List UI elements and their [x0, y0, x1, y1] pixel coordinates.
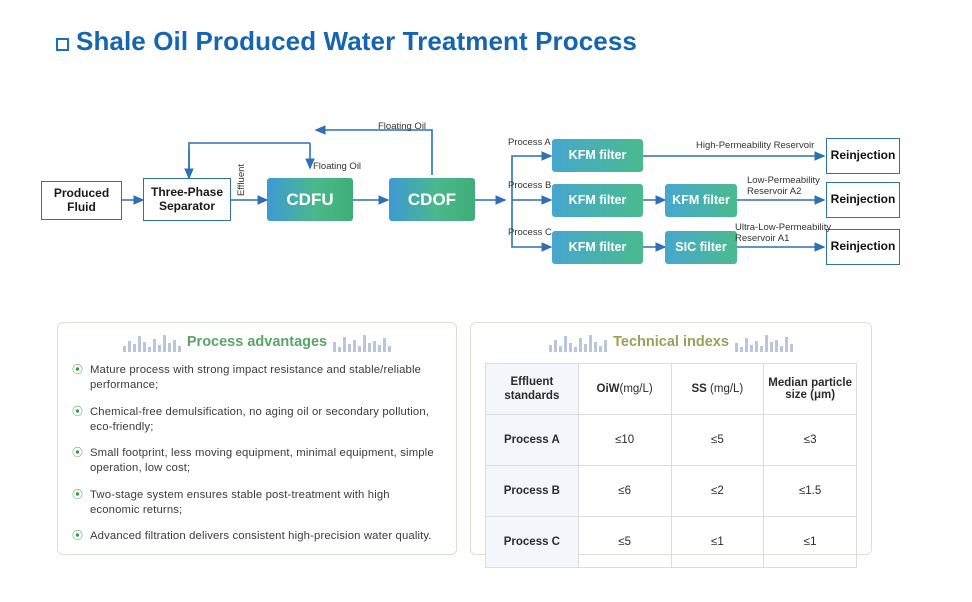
label-process-b: Process B: [508, 180, 552, 191]
bar-decoration-right-icon: [333, 332, 391, 352]
reservoir-c-line1: Ultra-Low-Permeability: [735, 222, 832, 233]
technical-indexs-title: Technical indexs: [613, 334, 729, 350]
label-reservoir-c: [735, 223, 831, 245]
list-item: [72, 529, 442, 544]
node-three-phase-separator[interactable]: [143, 178, 231, 221]
bar-decoration-right-icon: [735, 332, 793, 352]
column-header-median-particle-size: [764, 364, 857, 415]
label-floating-oil-mid: Floating Oil: [313, 161, 362, 172]
table-header-row: [486, 364, 857, 415]
label-reservoir-a: High-Permeability Reservoir: [696, 140, 815, 151]
cell-median: ≤1.5: [764, 466, 857, 517]
node-kfm-filter-b2[interactable]: KFM filter: [665, 184, 737, 217]
cell-oiw: ≤6: [578, 466, 671, 517]
node-separator-label: [151, 186, 223, 214]
ss-main: SS: [691, 383, 707, 395]
reservoir-c-line2: Reservoir A1: [735, 232, 790, 244]
median-size-line2: size (μm): [785, 389, 836, 401]
list-item: [72, 446, 442, 477]
technical-indexs-table: [485, 363, 857, 568]
node-cdfu[interactable]: CDFU: [267, 178, 353, 221]
table-row: [486, 466, 857, 517]
advantage-text: Mature process with strong impact resistance and stable/reliable performance;: [90, 364, 422, 392]
list-item: [72, 488, 442, 519]
oiw-unit: (mg/L): [619, 383, 653, 395]
node-kfm-filter-c1[interactable]: KFM filter: [552, 231, 643, 264]
effluent-standards-line1: Effluent: [510, 375, 554, 388]
table-row: [486, 517, 857, 568]
bar-decoration-left-icon: [549, 332, 607, 352]
produced-fluid-line1: Produced: [53, 185, 110, 200]
label-process-c: Process C: [508, 227, 552, 238]
label-process-a: Process A: [508, 137, 551, 148]
label-effluent: Effluent: [236, 163, 247, 196]
list-item: [72, 363, 442, 394]
node-reinjection-c[interactable]: Reinjection: [826, 229, 900, 265]
row-name: Process A: [486, 415, 579, 466]
leaf-bullet-icon: ⦿: [72, 447, 83, 459]
process-flow-diagram: [0, 100, 972, 290]
table-row: [486, 415, 857, 466]
leaf-bullet-icon: ⦿: [72, 530, 83, 542]
label-reservoir-b: [747, 176, 820, 198]
row-name: Process C: [486, 517, 579, 568]
leaf-bullet-icon: ⦿: [72, 364, 83, 376]
column-header-oiw: [578, 364, 671, 415]
cell-ss: ≤1: [671, 517, 764, 568]
node-cdof[interactable]: CDOF: [389, 178, 475, 221]
cell-oiw: ≤5: [578, 517, 671, 568]
advantage-text: Two-stage system ensures stable post-treatment with high economic returns;: [90, 488, 390, 516]
advantage-text: Chemical-free demulsification, no aging oil or secondary pollution, eco-friendly;: [90, 405, 430, 433]
advantage-text: Small footprint, less moving equipment, minimal equipment, simple operation, low cost;: [90, 447, 434, 475]
advantage-text: Advanced filtration delivers consistent high-precision water quality.: [90, 530, 432, 542]
page-title-text: Shale Oil Produced Water Treatment Process: [76, 26, 637, 56]
node-kfm-filter-a[interactable]: KFM filter: [552, 139, 643, 172]
cell-oiw: ≤10: [578, 415, 671, 466]
list-item: [72, 405, 442, 436]
bar-decoration-left-icon: [123, 332, 181, 352]
node-reinjection-b[interactable]: Reinjection: [826, 182, 900, 218]
node-sic-filter-c2[interactable]: SIC filter: [665, 231, 737, 264]
column-header-effluent-standards: [486, 364, 579, 415]
cell-median: ≤1: [764, 517, 857, 568]
node-reinjection-a[interactable]: Reinjection: [826, 138, 900, 174]
node-produced-fluid-label: [54, 187, 109, 215]
title-bullet-icon: [56, 38, 69, 51]
leaf-bullet-icon: ⦿: [72, 488, 83, 501]
median-size-line1: Median particle: [768, 377, 852, 389]
node-kfm-filter-b1[interactable]: KFM filter: [552, 184, 643, 217]
cell-ss: ≤2: [671, 466, 764, 517]
oiw-main: OiW: [596, 383, 620, 395]
process-advantages-title: Process advantages: [186, 334, 328, 350]
technical-indexs-header: [471, 323, 871, 361]
process-advantages-header: [58, 323, 456, 361]
produced-fluid-line2: Fluid: [67, 199, 96, 214]
page-title: [56, 26, 637, 57]
ss-unit: (mg/L): [710, 383, 744, 395]
column-header-ss: [671, 364, 764, 415]
reservoir-b-line2: Reservoir A2: [747, 185, 802, 197]
technical-indexs-panel: [470, 322, 872, 555]
node-produced-fluid[interactable]: [41, 181, 122, 220]
cell-median: ≤3: [764, 415, 857, 466]
effluent-standards-line2: standards: [504, 390, 560, 402]
advantage-list: [58, 361, 456, 544]
row-name: Process B: [486, 466, 579, 517]
reservoir-b-line1: Low-Permeability: [747, 175, 820, 186]
separator-line2: Separator: [158, 198, 216, 213]
cell-ss: ≤5: [671, 415, 764, 466]
separator-line1: Three-Phase: [150, 184, 224, 199]
process-advantages-panel: [57, 322, 457, 555]
label-floating-oil-top: Floating Oil: [378, 121, 427, 132]
leaf-bullet-icon: ⦿: [72, 405, 83, 418]
